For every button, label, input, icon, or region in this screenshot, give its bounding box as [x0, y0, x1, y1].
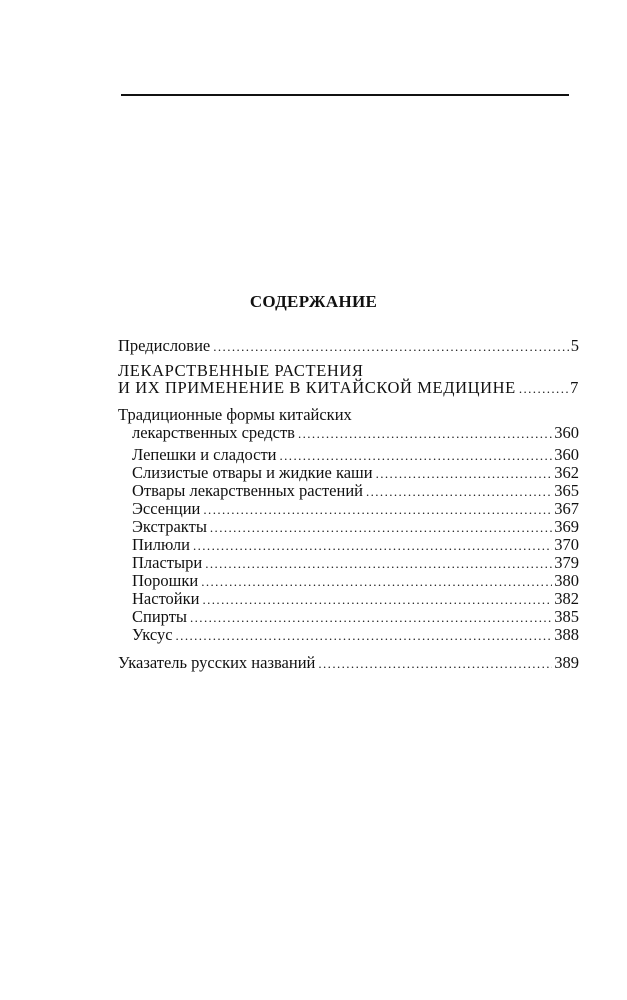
toc-subentry[interactable]	[132, 481, 579, 501]
toc-entry-label: Экстракты	[132, 517, 207, 536]
dot-leader	[213, 337, 569, 357]
toc-entry-page: 369	[554, 517, 579, 536]
toc-entry-page: 5	[570, 336, 579, 355]
toc-entry-page: 380	[554, 571, 579, 590]
toc-entry-page: 388	[554, 625, 579, 644]
toc-entry-page: 365	[554, 481, 579, 500]
toc-entry-label: Предисловие	[118, 336, 211, 355]
dot-leader	[318, 654, 552, 674]
toc-subentry[interactable]	[132, 535, 579, 555]
toc-entry-preface[interactable]	[118, 336, 579, 356]
toc-subentry[interactable]	[132, 463, 579, 483]
toc-entry-index[interactable]	[118, 653, 579, 673]
toc-entry-traditional-forms-line1[interactable]	[118, 405, 352, 425]
toc-subentry[interactable]	[132, 499, 579, 519]
toc-entry-label: Пилюли	[132, 535, 190, 554]
toc-entry-label: И ИХ ПРИМЕНЕНИЕ В КИТАЙСКОЙ МЕДИЦИНЕ	[118, 378, 516, 397]
toc-entry-label: Слизистые отвары и жидкие каши	[132, 463, 373, 482]
toc-entry-label: Указатель русских названий	[118, 653, 316, 672]
dot-leader	[519, 379, 568, 399]
toc-entry-label: Пластыри	[132, 553, 203, 572]
toc-entry-medicinal-plants[interactable]	[118, 378, 579, 398]
toc-entry-label: лекарственных средств	[132, 423, 295, 442]
toc-entry-label: Уксус	[132, 625, 173, 644]
toc-entry-page: 360	[554, 423, 579, 442]
toc-entry-page: 367	[554, 499, 579, 518]
toc-title: СОДЕРЖАНИЕ	[249, 292, 378, 311]
toc-subentry[interactable]	[132, 553, 579, 573]
toc-entry-label: Спирты	[132, 607, 187, 626]
toc-entry-page: 7	[570, 378, 579, 397]
toc-entry-page: 389	[554, 653, 579, 672]
dot-leader	[176, 626, 553, 646]
toc-entry-label: Эссенции	[132, 499, 201, 518]
toc-subentry[interactable]	[132, 571, 579, 591]
toc-entry-page: 382	[554, 589, 579, 608]
toc-entry-label: ЛЕКАРСТВЕННЫЕ РАСТЕНИЯ	[118, 361, 364, 380]
toc-entry-traditional-forms[interactable]	[132, 423, 579, 443]
toc-entry-label: Традиционные формы китайских	[118, 405, 352, 424]
toc-entry-label: Порошки	[132, 571, 199, 590]
toc-entry-page: 379	[554, 553, 579, 572]
toc-subentry[interactable]	[132, 625, 579, 645]
toc-subentry[interactable]	[132, 607, 579, 627]
top-rule	[121, 94, 569, 96]
toc-subentry[interactable]	[132, 589, 579, 609]
toc-entry-label: Отвары лекарственных растений	[132, 481, 363, 500]
toc-entry-page: 385	[554, 607, 579, 626]
dot-leader	[298, 424, 552, 444]
toc-entry-label: Настойки	[132, 589, 200, 608]
toc-subentry[interactable]	[132, 445, 579, 465]
toc-entry-page: 360	[554, 445, 579, 464]
toc-entry-label: Лепешки и сладости	[132, 445, 277, 464]
toc-subentry[interactable]	[132, 517, 579, 537]
toc-entry-page: 370	[554, 535, 579, 554]
toc-entry-page: 362	[554, 463, 579, 482]
